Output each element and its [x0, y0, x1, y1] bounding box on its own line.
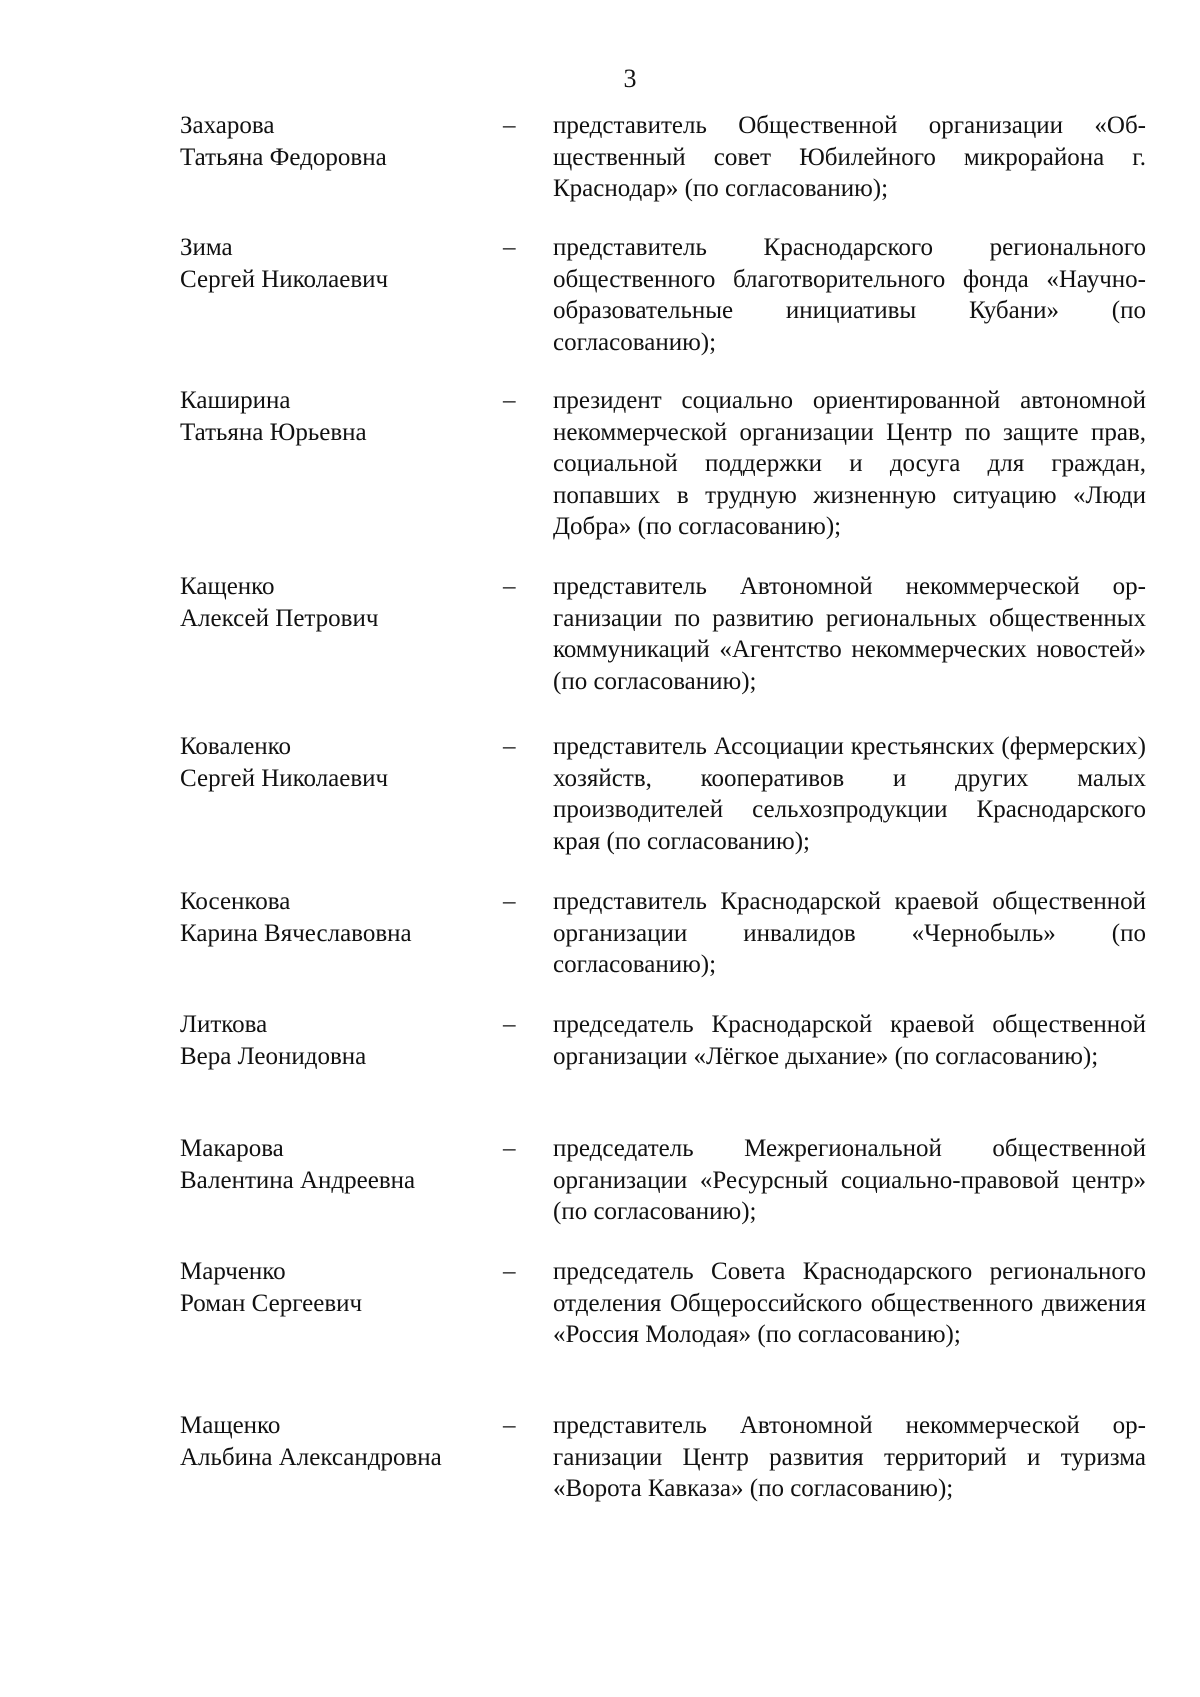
- dash-separator: –: [503, 888, 516, 915]
- member-role: представитель Краснодарской краевой общественной организации инвалидов «Чернобыль» (по согласованию);: [553, 888, 1146, 978]
- dash-separator: –: [503, 112, 516, 139]
- member-given-name: Сергей Николаевич: [180, 765, 389, 792]
- member-given-name: Вера Леонидовна: [180, 1043, 367, 1070]
- member-given-name: Карина Вячеславовна: [180, 920, 412, 947]
- member-given-name: Альбина Александровна: [180, 1444, 442, 1471]
- member-role: представитель Краснодарского регионального общественного благотворительного фонда «Научно-образовательные инициативы Кубани» (по согласованию);: [553, 234, 1146, 356]
- member-role: представитель Автономной некоммерческой организации по развитию региональных общественных коммуникаций «Агентство некоммерческих новостей» (по согласованию);: [553, 573, 1146, 695]
- member-surname: Марченко: [180, 1258, 286, 1285]
- member-surname: Кащенко: [180, 573, 275, 600]
- member-name: [180, 731, 510, 795]
- member-given-name: Татьяна Юрьевна: [180, 419, 367, 446]
- member-name: [180, 1256, 510, 1320]
- dash-separator: –: [503, 387, 516, 414]
- member-surname: Зима: [180, 234, 233, 261]
- member-name: [180, 1009, 510, 1073]
- member-surname: Коваленко: [180, 733, 292, 760]
- member-name: [180, 385, 510, 449]
- member-name: [180, 1133, 510, 1197]
- dash-separator: –: [503, 733, 516, 760]
- dash-separator: –: [503, 1412, 516, 1439]
- member-name: [180, 232, 510, 296]
- dash-separator: –: [503, 1258, 516, 1285]
- member-role: председатель Краснодарской краевой общественной организации «Лёгкое дыхание» (по согласованию);: [553, 1011, 1146, 1070]
- member-role: председатель Межрегиональной общественной организации «Ресурсный социально-правовой центр» (по согласованию);: [553, 1135, 1146, 1225]
- member-name: [180, 886, 510, 950]
- page-number: 3: [623, 64, 637, 93]
- member-role: представитель Автономной некоммерческой организации Центр развития территорий и туризма «Ворота Кавказа» (по согласованию);: [553, 1412, 1146, 1502]
- member-surname: Захарова: [180, 112, 275, 139]
- member-surname: Каширина: [180, 387, 291, 414]
- member-surname: Косенкова: [180, 888, 291, 915]
- member-role: президент социально ориентированной автономной некоммерческой организации Центр по защите прав, социальной поддержки и досуга для граждан, попавших в трудную жизненную ситуацию «Люди Добра» (по согласованию);: [553, 387, 1146, 540]
- member-role: представитель Ассоциации крестьянских (фермерских) хозяйств, кооперативов и других малых производителей сельхозпродукции Краснодарского края (по согласованию);: [553, 733, 1146, 855]
- member-surname: Макарова: [180, 1135, 284, 1162]
- dash-separator: –: [503, 1135, 516, 1162]
- member-given-name: Алексей Петрович: [180, 605, 379, 632]
- member-given-name: Роман Сергеевич: [180, 1290, 363, 1317]
- member-role: председатель Совета Краснодарского регионального отделения Общероссийского общественного движения «Россия Молодая» (по согласованию);: [553, 1258, 1146, 1348]
- dash-separator: –: [503, 573, 516, 600]
- member-given-name: Сергей Николаевич: [180, 266, 389, 293]
- member-name: [180, 110, 510, 174]
- member-given-name: Татьяна Федоровна: [180, 144, 387, 171]
- dash-separator: –: [503, 234, 516, 261]
- dash-separator: –: [503, 1011, 516, 1038]
- member-name: [180, 1410, 510, 1474]
- member-surname: Мащенко: [180, 1412, 281, 1439]
- member-surname: Литкова: [180, 1011, 268, 1038]
- member-name: [180, 571, 510, 635]
- member-role: представитель Общественной организации «Общественный совет Юбилейного микрорайона г. Краснодар» (по согласованию);: [553, 112, 1146, 202]
- member-given-name: Валентина Андреевна: [180, 1167, 416, 1194]
